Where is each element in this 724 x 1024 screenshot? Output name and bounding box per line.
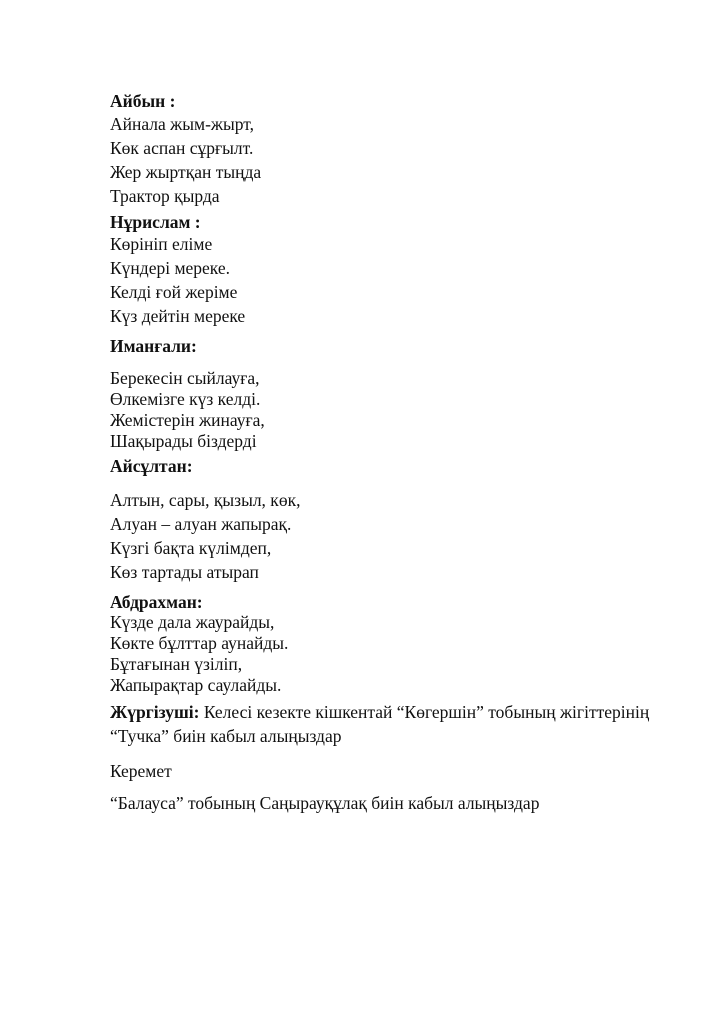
closing-text: “Балауса” тобының Саңырауқұлақ биін кабыл алыңыздар xyxy=(110,793,540,813)
poem-line: Алтын, сары, қызыл, көк, xyxy=(110,490,301,510)
poem-line: Көк аспан сұрғылт. xyxy=(110,138,254,158)
speaker-name: Иманғали: xyxy=(110,336,197,356)
remark-text: Керемет xyxy=(110,761,172,781)
stanza-imangali xyxy=(110,336,690,452)
stanza-nurislam xyxy=(110,212,690,328)
speaker-name: Айбын : xyxy=(110,91,176,111)
poem-line: Айнала жым-жырт, xyxy=(110,114,254,134)
speaker-name: Нұрислам : xyxy=(110,212,201,232)
poem-line: Жапырақтар саулайды. xyxy=(110,675,282,695)
stanza-aisultan xyxy=(110,456,690,584)
poem-line: Күндері мереке. xyxy=(110,258,231,278)
poem-line: Келді ғой жеріме xyxy=(110,282,238,302)
poem-line: Күзде дала жаурайды, xyxy=(110,612,275,632)
poem-line: Трактор қырда xyxy=(110,186,220,206)
announcer-label: Жүргізуші: xyxy=(110,702,200,722)
announcer-line-1 xyxy=(110,700,690,724)
speaker-name: Абдрахман: xyxy=(110,592,203,612)
poem-line: Жемістерін жинауға, xyxy=(110,410,265,430)
poem-line: Күз дейтін мереке xyxy=(110,306,246,326)
poem-line: Шақырады біздерді xyxy=(110,431,257,451)
poem-line: Жер жыртқан тыңда xyxy=(110,162,262,182)
poem-line: Күзгі бақта күлімдеп, xyxy=(110,538,272,558)
poem-line: Алуан – алуан жапырақ. xyxy=(110,514,292,534)
poem-line: Көз тартады атырап xyxy=(110,562,259,582)
announcer-line-2: “Тучка” биін кабыл алыңыздар xyxy=(110,726,342,746)
poem-line: Көкте бұлттар аунайды. xyxy=(110,633,289,653)
speaker-name: Айсұлтан: xyxy=(110,456,193,476)
poem-line: Берекесін сыйлауға, xyxy=(110,368,260,388)
announcer-text: Келесі кезекте кішкентай “Көгершін” тобының жігіттерінің xyxy=(199,702,650,722)
announcer-paragraph xyxy=(110,700,690,748)
poem-line: Бұтағынан үзіліп, xyxy=(110,654,243,674)
poem-line: Өлкемізге күз келді. xyxy=(110,389,261,409)
stanza-abdrakhman xyxy=(110,592,690,696)
poem-line: Көрініп еліме xyxy=(110,234,213,254)
stanza-aibyn xyxy=(110,90,690,208)
